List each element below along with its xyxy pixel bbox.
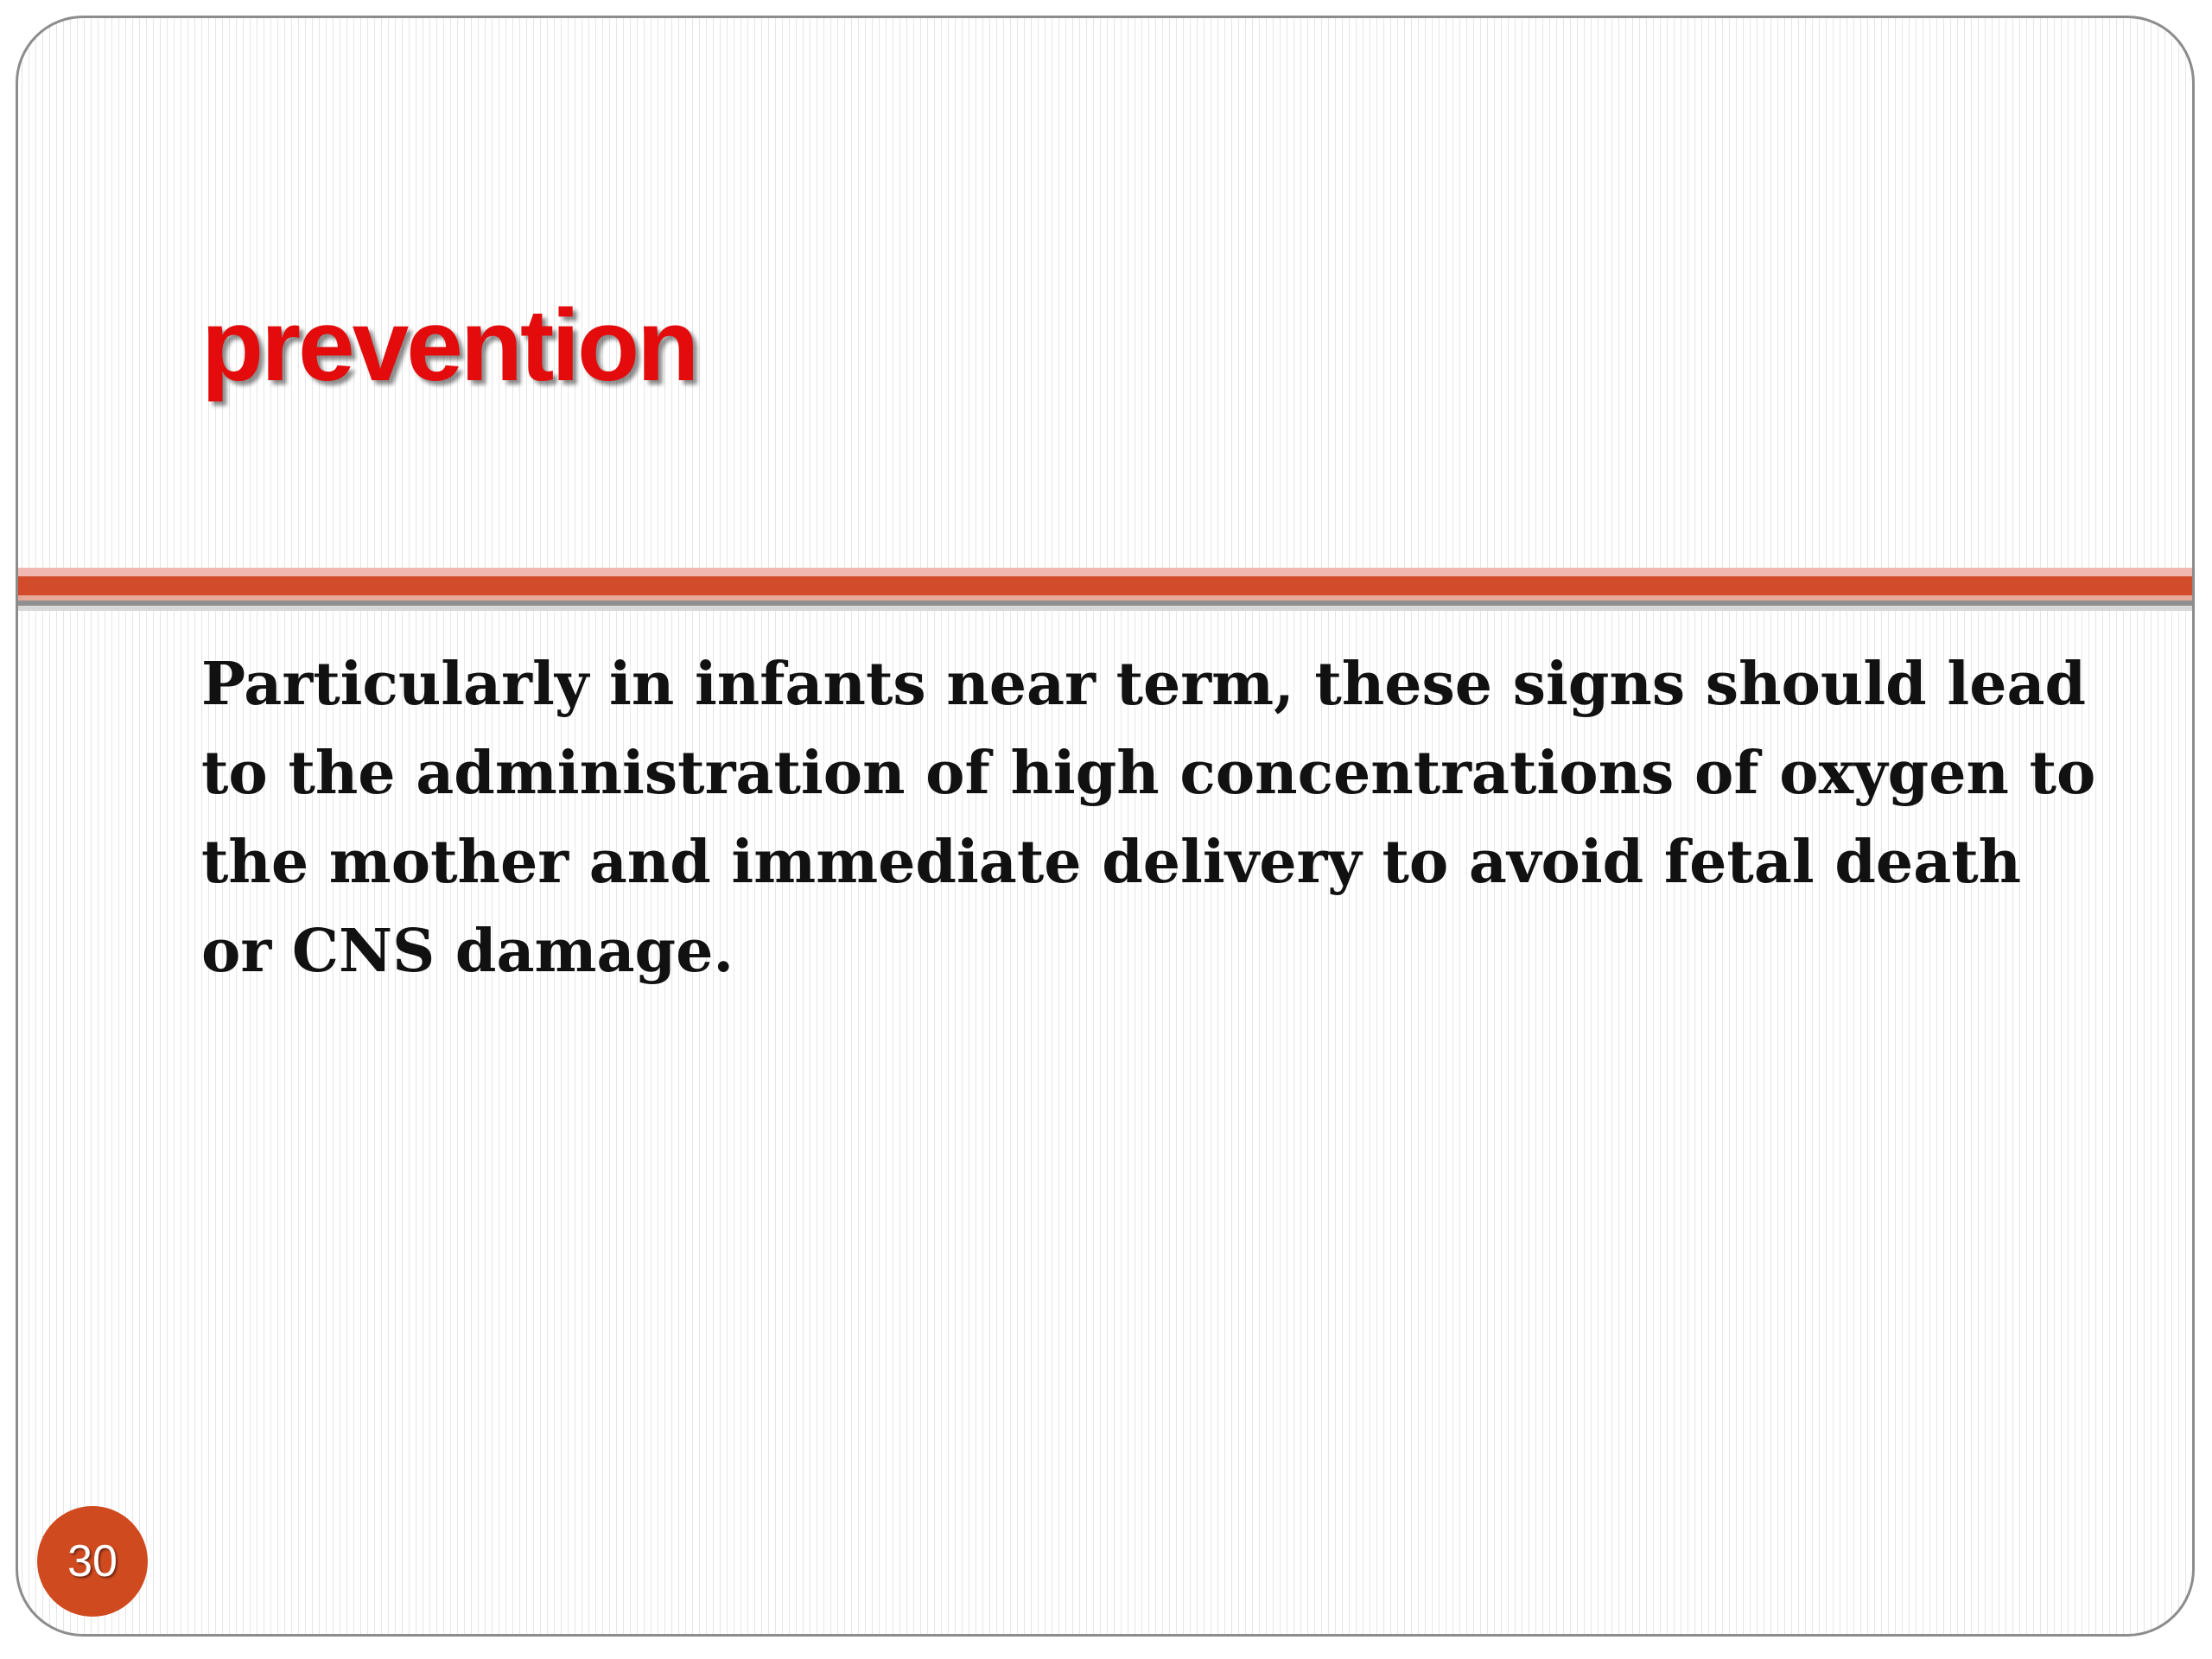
body-paragraph: Particularly in infants near term, these signs should lead to the administration of high concentrations of oxygen to the mother and immediate delivery to avoid fetal death or CNS damage. [201, 650, 2096, 986]
page-number-badge: 30 [37, 1506, 148, 1617]
title-divider [18, 568, 2192, 611]
slide [16, 16, 2195, 1637]
slide-title: prevention [201, 289, 697, 403]
